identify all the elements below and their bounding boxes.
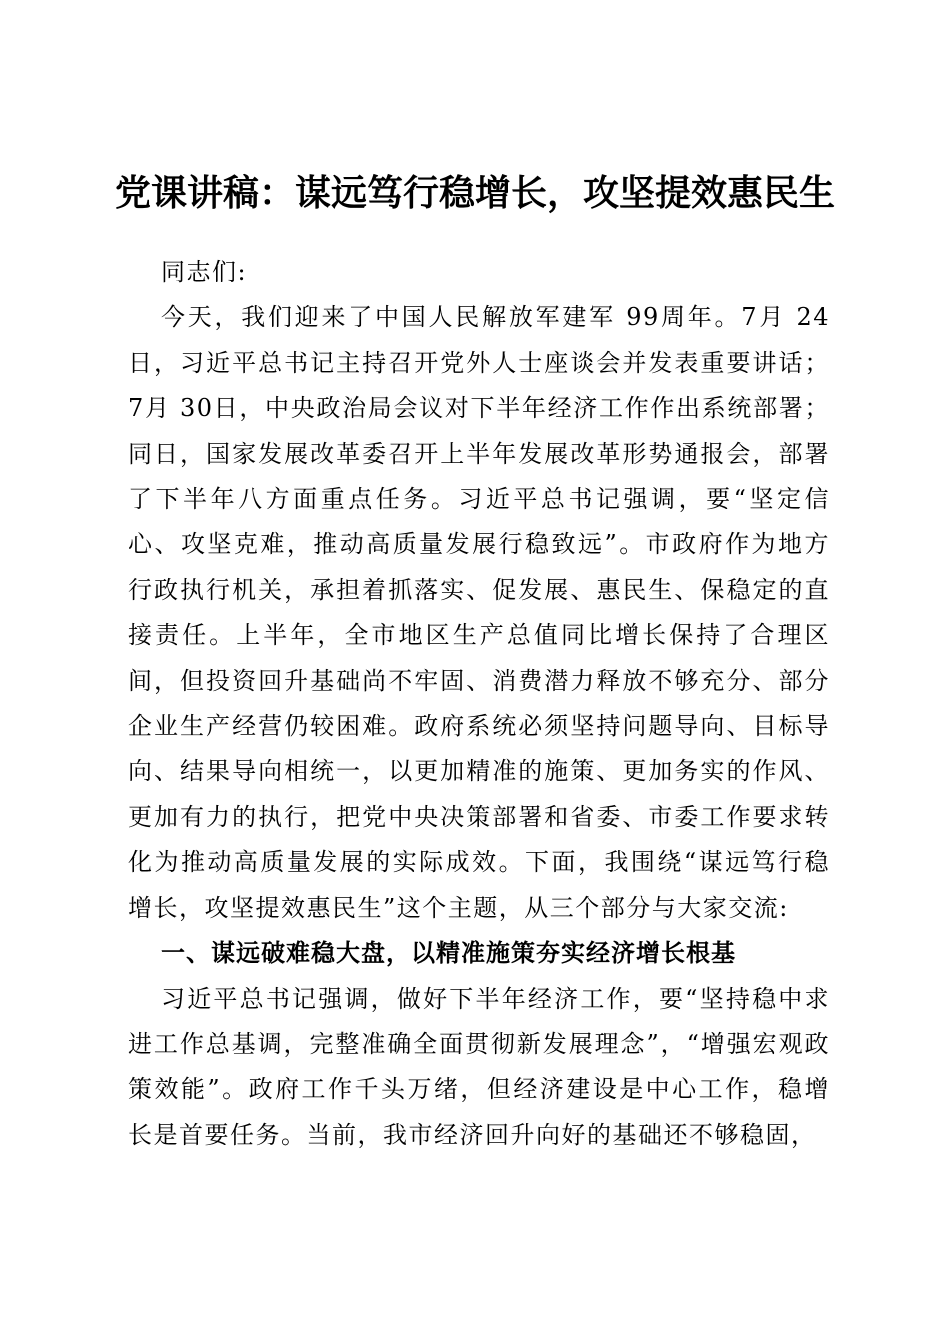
- section-heading: 一、谋远破难稳大盘，以精准施策夯实经济增长根基: [161, 939, 736, 968]
- salutation: 同志们:: [161, 258, 248, 286]
- document-body: [128, 250, 830, 1158]
- body-paragraph: 今天，我们迎来了中国人民解放军建军 99周年。7月 24日，习近平总书记主持召开党外人士座谈会并发表重要讲话； 7月 30日，中央政治局会议对下半年经济工作作出系统部署；同日，国家发展改革委召开上半年发展改革形势通报会，部署了下半年八方面重点任务。习近平总书记强调，要“坚定信心、攻坚克难，推动高质量发展行稳致远”。市政府作为地方行政执行机关，承担着抓落实、促发展、惠民生、保稳定的直接责任。上半年，全市地区生产总值同比增长保持了合理区间，但投资回升基础尚不牢固、消费潜力释放不够充分、部分企业生产经营仍较困难。政府系统必须坚持问题导向、目标导向、结果导向相统一，以更加精准的施策、更加务实的作风、更加有力的执行，把党中央决策部署和省委、市委工作要求转化为推动高质量发展的实际成效。下面，我围绕“谋远笃行稳增长，攻坚提效惠民生”这个主题，从三个部分与大家交流:: [128, 303, 830, 922]
- document-title: 党课讲稿：谋远笃行稳增长，攻坚提效惠民生: [114, 172, 835, 214]
- section-paragraph: 习近平总书记强调，做好下半年经济工作，要“坚持稳中求进工作总基调，完整准确全面贯彻新发展理念”，“增强宏观政策效能”。政府工作千头万绪，但经济建设是中心工作，稳增长是首要任务。当前，我市经济回升向好的基础还不够稳固，: [128, 984, 830, 1149]
